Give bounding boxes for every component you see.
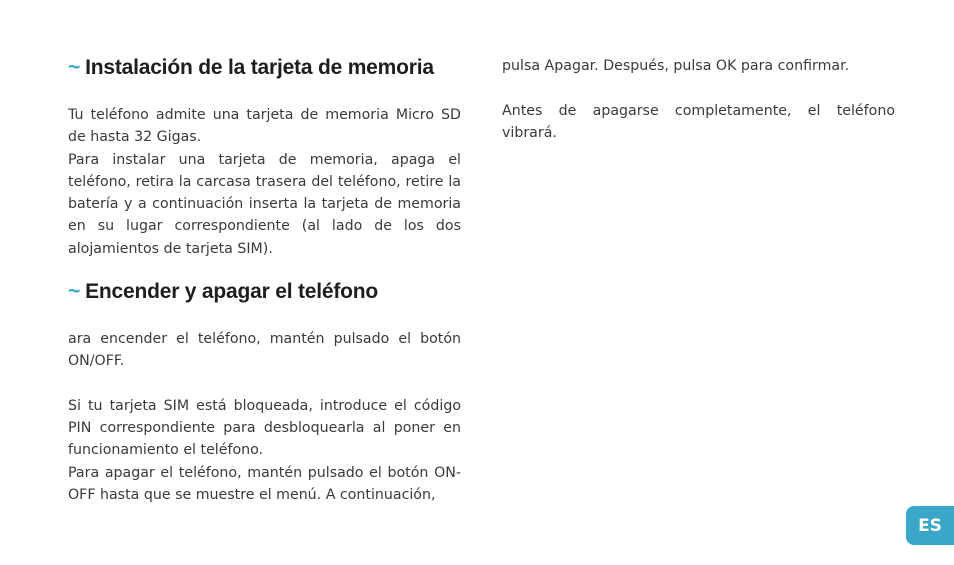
heading-text: Encender y apagar el teléfono xyxy=(85,280,379,303)
paragraph: Si tu tarjeta SIM está bloqueada, introduce el código PIN correspondiente para desbloquearla al poner en funcionamiento el teléfono. xyxy=(68,397,461,459)
section-heading-memory-card xyxy=(68,56,434,80)
paragraph: Antes de apagarse completamente, el teléfono vibrará. xyxy=(502,102,895,141)
memory-card-body xyxy=(68,104,461,260)
paragraph: Para apagar el teléfono, mantén pulsado el botón ON-OFF hasta que se muestre el menú. A continuación, xyxy=(68,464,461,504)
blank-line xyxy=(68,373,461,395)
heading-marker: ~ xyxy=(68,280,81,303)
heading-marker: ~ xyxy=(68,56,81,79)
power-body xyxy=(68,328,461,506)
paragraph: Tu teléfono admite una tarjeta de memoria Micro SD de hasta 32 Gigas. xyxy=(68,107,461,146)
blank-line xyxy=(502,77,895,99)
paragraph: ara encender el teléfono, mantén pulsado el botón ON/OFF. xyxy=(68,331,461,370)
paragraph: Para instalar una tarjeta de memoria, apaga el teléfono, retira la carcasa trasera del teléfono, retire la batería y a continuación inserta la tarjeta de memoria en su lugar correspondiente (al lado de los dos alojamientos de tarjeta SIM). xyxy=(68,151,461,257)
section-heading-power xyxy=(68,280,378,304)
power-body-continued xyxy=(502,55,895,144)
paragraph: pulsa Apagar. Después, pulsa OK para confirmar. xyxy=(502,58,850,74)
language-badge: ES xyxy=(906,506,954,545)
heading-text: Instalación de la tarjeta de memoria xyxy=(85,56,434,79)
